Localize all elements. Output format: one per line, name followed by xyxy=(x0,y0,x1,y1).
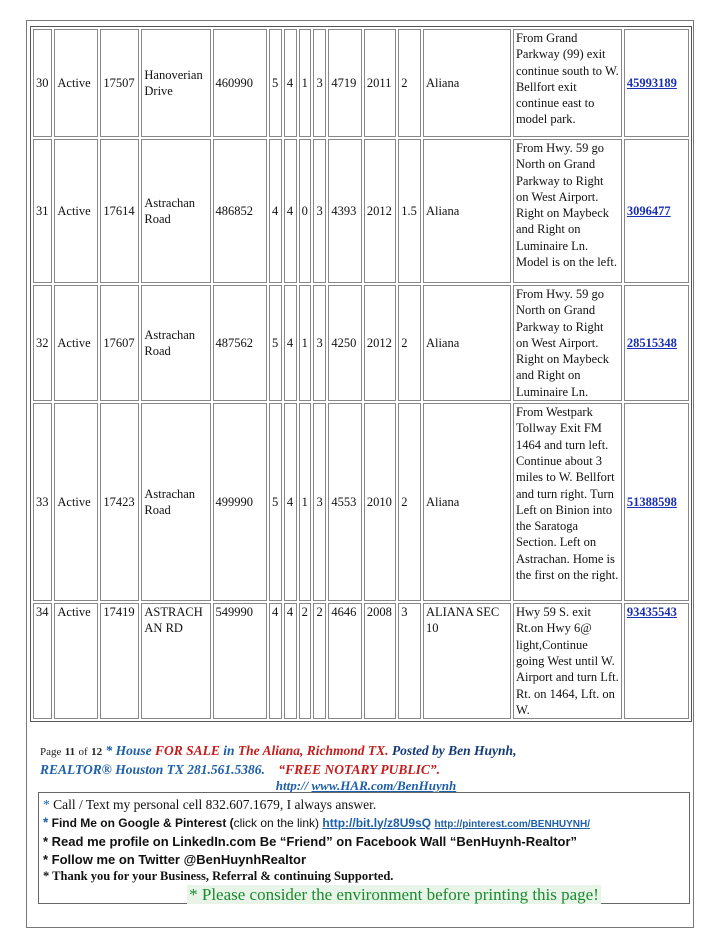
listing-status: Active xyxy=(54,403,98,601)
realtor-label: REALTOR® Houston TX 281.561.5386. xyxy=(40,762,265,777)
bedrooms: 4 xyxy=(269,603,282,719)
garage: 3 xyxy=(313,403,326,601)
square-feet: 4250 xyxy=(328,285,362,401)
year-built: 2011 xyxy=(364,29,396,137)
linkedin-line: * Read me profile on LinkedIn.com Be “Friend” on Facebook Wall “BenHuynh-Realtor” xyxy=(43,834,578,849)
list-price: 499990 xyxy=(213,403,267,601)
list-price: 486852 xyxy=(213,139,267,283)
of-label: of xyxy=(78,746,88,758)
mls-link[interactable]: 45993189 xyxy=(626,75,677,90)
har-prefix: http:// xyxy=(275,778,309,793)
garage: 3 xyxy=(313,285,326,401)
year-built: 2012 xyxy=(364,285,396,401)
list-price: 549990 xyxy=(213,603,267,719)
full-baths: 4 xyxy=(284,603,297,719)
square-feet: 4646 xyxy=(328,603,362,719)
subdivision: Aliana xyxy=(423,29,511,137)
half-baths: 2 xyxy=(299,603,312,719)
page-footer xyxy=(40,742,692,794)
thanks-line: * Thank you for your Business, Referral & continuing Supported. xyxy=(43,869,394,883)
garage: 2 xyxy=(313,603,326,719)
footer-title-line xyxy=(40,742,692,761)
square-feet: 4719 xyxy=(328,29,362,137)
location-label: The Aliana, Richmond TX. xyxy=(237,743,389,758)
street-number: 17419 xyxy=(100,603,139,719)
environment-line xyxy=(103,886,685,905)
year-built: 2012 xyxy=(364,139,396,283)
page-number: 11 xyxy=(64,746,76,758)
pinterest-link[interactable]: http://pinterest.com/BENHUYNH/ xyxy=(434,818,591,830)
star-bullet: * xyxy=(43,797,50,812)
street-name: ASTRACH AN RD xyxy=(141,603,210,719)
listing-status: Active xyxy=(54,139,98,283)
street-name: Hanoverian Drive xyxy=(141,29,210,137)
table-row xyxy=(33,285,689,401)
listing-number: 31 xyxy=(33,139,52,283)
directions: From Westpark Tollway Exit FM 1464 and turn left. Continue about 3 miles to W. Bellfort and turn right. Turn Left on Binion into the Saratoga Section. Left on Astrachan. Home is the first on the right. xyxy=(513,403,622,601)
street-name: Astrachan Road xyxy=(141,403,210,601)
har-link[interactable]: www.HAR.com/BenHuynh xyxy=(311,778,457,793)
listing-number: 30 xyxy=(33,29,52,137)
table-row xyxy=(33,403,689,601)
listing-status: Active xyxy=(54,285,98,401)
list-price: 487562 xyxy=(213,285,267,401)
square-feet: 4553 xyxy=(328,403,362,601)
twitter-line: * Follow me on Twitter @BenHuynhRealtor xyxy=(43,851,307,867)
year-built: 2010 xyxy=(364,403,396,601)
subdivision: Aliana xyxy=(423,403,511,601)
stories: 2 xyxy=(398,285,421,401)
page-label: Page xyxy=(40,746,62,758)
bedrooms: 4 xyxy=(269,139,282,283)
subdivision: ALIANA SEC 10 xyxy=(423,603,511,719)
in-label: in xyxy=(223,743,235,758)
directions: Hwy 59 S. exit Rt.on Hwy 6@ light,Continue going West until W. Airport and turn Lft. Rt. on 1464, Lft. on W. xyxy=(513,603,622,719)
directions: From Grand Parkway (99) exit continue south to W. Bellfort exit continue east to model park. xyxy=(513,29,622,137)
full-baths: 4 xyxy=(284,139,297,283)
page-total: 12 xyxy=(91,746,103,758)
square-feet: 4393 xyxy=(328,139,362,283)
half-baths: 0 xyxy=(299,139,312,283)
street-name: Astrachan Road xyxy=(141,285,210,401)
google-click-text: click on the link) xyxy=(233,815,320,830)
half-baths: 1 xyxy=(299,29,312,137)
listing-status: Active xyxy=(54,29,98,137)
table-row xyxy=(33,139,689,283)
stories: 2 xyxy=(398,403,421,601)
directions: From Hwy. 59 go North on Grand Parkway to Right on West Airport. Right on Maybeck and Right on Luminaire Ln. xyxy=(513,285,622,401)
mls-link[interactable]: 3096477 xyxy=(626,203,671,218)
listings-table xyxy=(30,26,692,722)
environment-text: * Please consider the environment before printing this page! xyxy=(189,884,599,904)
list-price: 460990 xyxy=(213,29,267,137)
street-number: 17423 xyxy=(100,403,139,601)
table-row xyxy=(33,29,689,137)
subdivision: Aliana xyxy=(423,139,511,283)
directions: From Hwy. 59 go North on Grand Parkway to Right on West Airport. Right on Maybeck and Right on Luminaire Ln. Model is on the left. xyxy=(513,139,622,283)
full-baths: 4 xyxy=(284,403,297,601)
google-text: Find Me on Google & Pinterest ( xyxy=(51,815,234,830)
listing-number: 34 xyxy=(33,603,52,719)
posted-by-label: Posted by Ben Huynh, xyxy=(391,743,517,758)
stories: 3 xyxy=(398,603,421,719)
subdivision: Aliana xyxy=(423,285,511,401)
star-bullet: * xyxy=(43,814,49,830)
stories: 2 xyxy=(398,29,421,137)
call-text: Call / Text my personal cell 832.607.1679, I always answer. xyxy=(53,797,377,812)
for-sale-label: FOR SALE xyxy=(154,743,220,758)
contact-box xyxy=(38,792,690,904)
garage: 3 xyxy=(313,139,326,283)
street-number: 17507 xyxy=(100,29,139,137)
garage: 3 xyxy=(313,29,326,137)
mls-link[interactable]: 28515348 xyxy=(626,335,677,350)
street-number: 17607 xyxy=(100,285,139,401)
listing-number: 32 xyxy=(33,285,52,401)
google-line xyxy=(43,814,685,834)
bedrooms: 5 xyxy=(269,285,282,401)
full-baths: 4 xyxy=(284,285,297,401)
mls-link[interactable]: 93435543 xyxy=(626,605,677,620)
half-baths: 1 xyxy=(299,403,312,601)
listing-number: 33 xyxy=(33,403,52,601)
street-number: 17614 xyxy=(100,139,139,283)
half-baths: 1 xyxy=(299,285,312,401)
footer-realtor-line xyxy=(40,761,692,778)
listing-status: Active xyxy=(54,603,98,719)
stories: 1.5 xyxy=(398,139,421,283)
bedrooms: 5 xyxy=(269,29,282,137)
google-link[interactable]: http://bit.ly/z8U9sQ xyxy=(322,815,432,830)
house-label: * House xyxy=(105,743,152,758)
bedrooms: 5 xyxy=(269,403,282,601)
mls-link[interactable]: 51388598 xyxy=(626,494,677,509)
notary-label: “FREE NOTARY PUBLIC”. xyxy=(278,762,441,777)
street-name: Astrachan Road xyxy=(141,139,210,283)
full-baths: 4 xyxy=(284,29,297,137)
call-line xyxy=(43,796,685,814)
year-built: 2008 xyxy=(364,603,396,719)
table-row xyxy=(33,603,689,719)
